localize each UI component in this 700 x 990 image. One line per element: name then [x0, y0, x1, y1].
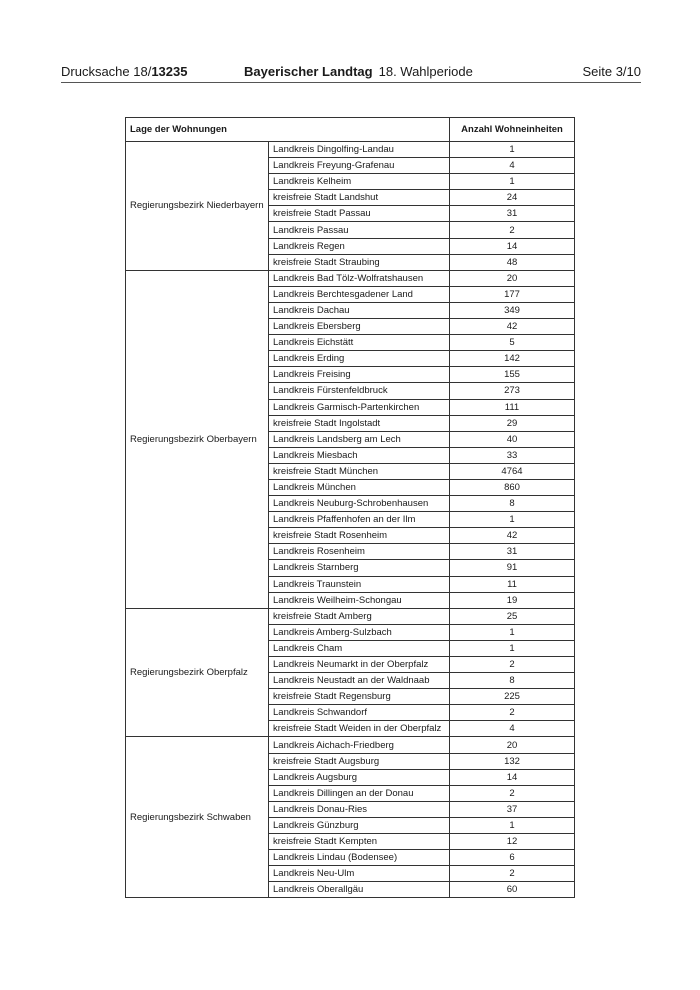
unit-count-cell: 273: [450, 383, 575, 399]
region-cell: Regierungsbezirk Niederbayern: [126, 142, 269, 271]
district-name-cell: kreisfreie Stadt Augsburg: [269, 753, 450, 769]
unit-count-cell: 225: [450, 689, 575, 705]
district-name-cell: kreisfreie Stadt Straubing: [269, 254, 450, 270]
district-name-cell: Landkreis Dingolfing-Landau: [269, 142, 450, 158]
unit-count-cell: 20: [450, 270, 575, 286]
district-name-cell: Landkreis Bad Tölz-Wolfratshausen: [269, 270, 450, 286]
district-name-cell: kreisfreie Stadt Passau: [269, 206, 450, 222]
table-body: [126, 142, 575, 898]
table-row: [126, 142, 575, 158]
district-name-cell: Landkreis Dillingen an der Donau: [269, 785, 450, 801]
unit-count-cell: 2: [450, 785, 575, 801]
unit-count-cell: 1: [450, 512, 575, 528]
district-name-cell: Landkreis Kelheim: [269, 174, 450, 190]
district-name-cell: Landkreis Passau: [269, 222, 450, 238]
unit-count-cell: 4: [450, 721, 575, 737]
unit-count-cell: 1: [450, 640, 575, 656]
unit-count-cell: 132: [450, 753, 575, 769]
unit-count-cell: 5: [450, 335, 575, 351]
district-name-cell: Landkreis Neuburg-Schrobenhausen: [269, 496, 450, 512]
district-name-cell: Landkreis Pfaffenhofen an der Ilm: [269, 512, 450, 528]
landtag-name: Bayerischer Landtag: [244, 64, 373, 79]
unit-count-cell: 91: [450, 560, 575, 576]
unit-count-cell: 11: [450, 576, 575, 592]
unit-count-cell: 8: [450, 496, 575, 512]
district-name-cell: Landkreis Berchtesgadener Land: [269, 286, 450, 302]
wahlperiode: 18. Wahlperiode: [378, 64, 473, 79]
unit-count-cell: 1: [450, 142, 575, 158]
unit-count-cell: 20: [450, 737, 575, 753]
district-name-cell: Landkreis Weilheim-Schongau: [269, 592, 450, 608]
district-name-cell: Landkreis Regen: [269, 238, 450, 254]
page-number: Seite 3/10: [582, 64, 641, 79]
unit-count-cell: 24: [450, 190, 575, 206]
district-name-cell: Landkreis München: [269, 479, 450, 495]
district-name-cell: Landkreis Starnberg: [269, 560, 450, 576]
unit-count-cell: 177: [450, 286, 575, 302]
district-name-cell: Landkreis Donau-Ries: [269, 801, 450, 817]
district-name-cell: kreisfreie Stadt Landshut: [269, 190, 450, 206]
unit-count-cell: 14: [450, 769, 575, 785]
unit-count-cell: 37: [450, 801, 575, 817]
district-name-cell: Landkreis Neu-Ulm: [269, 866, 450, 882]
unit-count-cell: 31: [450, 544, 575, 560]
table-header-row: [126, 118, 575, 142]
district-name-cell: Landkreis Landsberg am Lech: [269, 431, 450, 447]
unit-count-cell: 4764: [450, 463, 575, 479]
table-row: [126, 608, 575, 624]
drucksache-number: 13235: [151, 64, 188, 79]
district-name-cell: Landkreis Cham: [269, 640, 450, 656]
column-header-location: Lage der Wohnungen: [126, 118, 450, 142]
district-name-cell: kreisfreie Stadt Rosenheim: [269, 528, 450, 544]
unit-count-cell: 1: [450, 817, 575, 833]
district-name-cell: Landkreis Dachau: [269, 302, 450, 318]
unit-count-cell: 155: [450, 367, 575, 383]
district-name-cell: Landkreis Amberg-Sulzbach: [269, 624, 450, 640]
district-name-cell: Landkreis Neustadt an der Waldnaab: [269, 673, 450, 689]
drucksache-prefix: Drucksache 18/: [61, 64, 152, 79]
unit-count-cell: 19: [450, 592, 575, 608]
unit-count-cell: 349: [450, 302, 575, 318]
unit-count-cell: 60: [450, 882, 575, 898]
unit-count-cell: 48: [450, 254, 575, 270]
table-row: [126, 737, 575, 753]
district-name-cell: Landkreis Neumarkt in der Oberpfalz: [269, 657, 450, 673]
district-name-cell: Landkreis Garmisch-Partenkirchen: [269, 399, 450, 415]
district-name-cell: Landkreis Ebersberg: [269, 319, 450, 335]
district-name-cell: kreisfreie Stadt Ingolstadt: [269, 415, 450, 431]
district-name-cell: Landkreis Oberallgäu: [269, 882, 450, 898]
district-name-cell: kreisfreie Stadt Weiden in der Oberpfalz: [269, 721, 450, 737]
region-cell: Regierungsbezirk Oberpfalz: [126, 608, 269, 737]
unit-count-cell: 42: [450, 528, 575, 544]
district-name-cell: Landkreis Erding: [269, 351, 450, 367]
district-name-cell: Landkreis Günzburg: [269, 817, 450, 833]
unit-count-cell: 2: [450, 657, 575, 673]
region-cell: Regierungsbezirk Oberbayern: [126, 270, 269, 608]
district-name-cell: Landkreis Schwandorf: [269, 705, 450, 721]
header-divider: [61, 82, 641, 83]
district-name-cell: Landkreis Lindau (Bodensee): [269, 850, 450, 866]
table-row: [126, 270, 575, 286]
district-name-cell: Landkreis Augsburg: [269, 769, 450, 785]
housing-table: [125, 117, 575, 898]
district-name-cell: Landkreis Fürstenfeldbruck: [269, 383, 450, 399]
unit-count-cell: 2: [450, 705, 575, 721]
unit-count-cell: 2: [450, 866, 575, 882]
unit-count-cell: 29: [450, 415, 575, 431]
unit-count-cell: 4: [450, 158, 575, 174]
unit-count-cell: 8: [450, 673, 575, 689]
unit-count-cell: 1: [450, 174, 575, 190]
district-name-cell: Landkreis Eichstätt: [269, 335, 450, 351]
district-name-cell: kreisfreie Stadt Regensburg: [269, 689, 450, 705]
column-header-count: Anzahl Wohneinheiten: [450, 118, 575, 142]
unit-count-cell: 142: [450, 351, 575, 367]
unit-count-cell: 12: [450, 834, 575, 850]
unit-count-cell: 33: [450, 447, 575, 463]
district-name-cell: kreisfreie Stadt München: [269, 463, 450, 479]
district-name-cell: Landkreis Aichach-Friedberg: [269, 737, 450, 753]
region-cell: Regierungsbezirk Schwaben: [126, 737, 269, 898]
landtag-label: [244, 63, 473, 81]
unit-count-cell: 1: [450, 624, 575, 640]
unit-count-cell: 860: [450, 479, 575, 495]
unit-count-cell: 2: [450, 222, 575, 238]
unit-count-cell: 111: [450, 399, 575, 415]
unit-count-cell: 42: [450, 319, 575, 335]
district-name-cell: Landkreis Miesbach: [269, 447, 450, 463]
unit-count-cell: 31: [450, 206, 575, 222]
unit-count-cell: 25: [450, 608, 575, 624]
district-name-cell: Landkreis Freyung-Grafenau: [269, 158, 450, 174]
district-name-cell: Landkreis Traunstein: [269, 576, 450, 592]
district-name-cell: Landkreis Rosenheim: [269, 544, 450, 560]
unit-count-cell: 6: [450, 850, 575, 866]
district-name-cell: Landkreis Freising: [269, 367, 450, 383]
district-name-cell: kreisfreie Stadt Amberg: [269, 608, 450, 624]
unit-count-cell: 14: [450, 238, 575, 254]
district-name-cell: kreisfreie Stadt Kempten: [269, 834, 450, 850]
page-header: [61, 63, 641, 81]
drucksache-label: [61, 63, 187, 81]
unit-count-cell: 40: [450, 431, 575, 447]
